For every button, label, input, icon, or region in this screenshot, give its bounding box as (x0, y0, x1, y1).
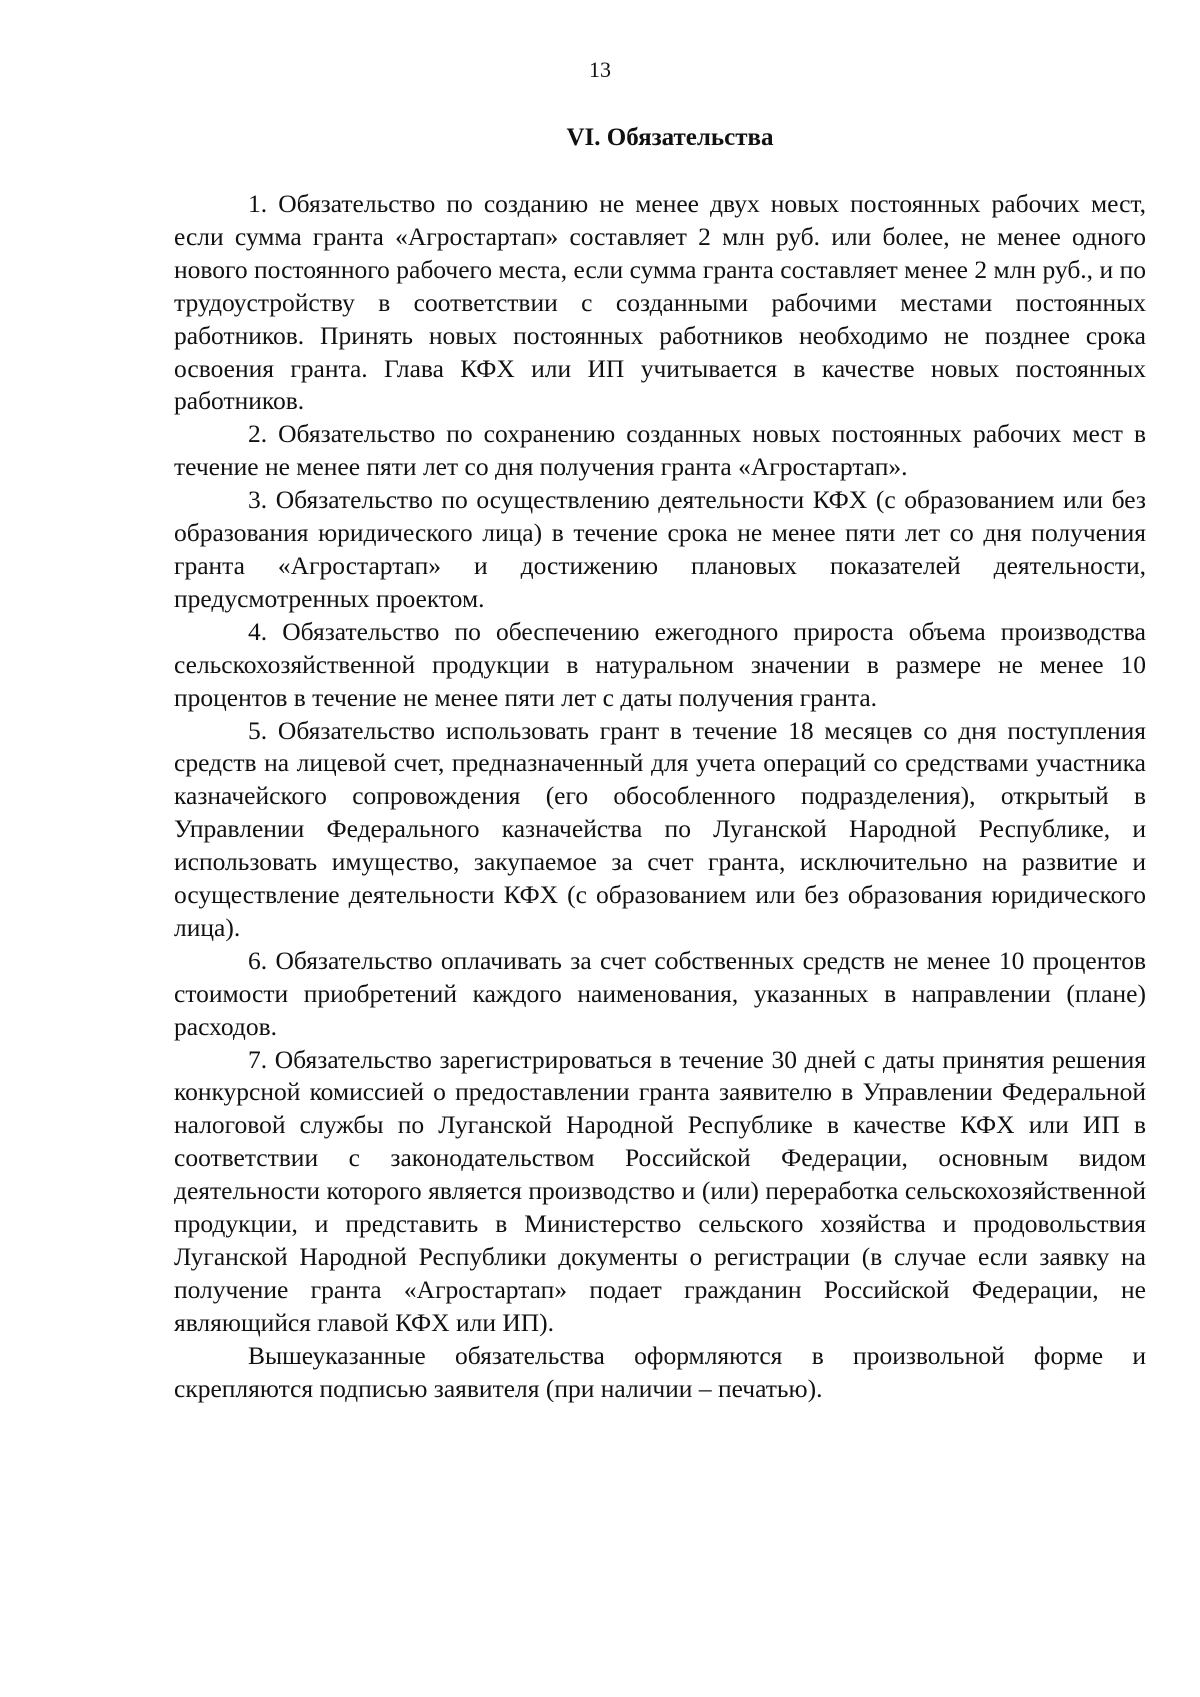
page-number: 13 (589, 57, 611, 82)
paragraph-obligation-5: 5. Обязательство использовать грант в течение 18 месяцев со дня поступления средств на лицевой счет, предназначенный для учета операций со средствами участника казначейского сопровождения (его обособленного подразделения), открытый в Управлении Федерального казначейства по Луганской Народной Республике, и использовать имущество, закупаемое за счет гранта, исключительно на развитие и осуществление деятельности КФХ (с образованием или без образования юридического лица). (174, 715, 1146, 942)
paragraph-obligation-2: 2. Обязательство по сохранению созданных новых постоянных рабочих мест в течение не менее пяти лет со дня получения гранта «Агростартап». (174, 419, 1146, 482)
paragraph-obligation-1: 1. Обязательство по созданию не менее двух новых постоянных рабочих мест, если сумма гранта «Агростартап» составляет 2 млн руб. или более, не менее одного нового постоянного рабочего места, если сумма гранта составляет менее 2 млн руб., и по трудоустройству в соответствии с созданными рабочими местами постоянных работников. Принять новых постоянных работников необходимо не позднее срока освоения гранта. Глава КФХ или ИП учитывается в качестве новых постоянных работников. (174, 189, 1146, 416)
paragraph-obligation-3: 3. Обязательство по осуществлению деятельности КФХ (с образованием или без образования юридического лица) в течение срока не менее пяти лет со дня получения гранта «Агростартап» и достижению плановых показателей деятельности, предусмотренных проектом. (174, 485, 1146, 613)
paragraph-obligation-6: 6. Обязательство оплачивать за счет собственных средств не менее 10 процентов стоимости приобретений каждого наименования, указанных в направлении (плане) расходов. (174, 945, 1146, 1041)
paragraph-obligation-7: 7. Обязательство зарегистрироваться в течение 30 дней с даты принятия решения конкурсной комиссией о предоставлении гранта заявителю в Управлении Федеральной налоговой службы по Луганской Народной Республике в качестве КФХ или ИП в соответствии с законодательством Российской Федерации, основным видом деятельности которого является производство и (или) переработка сельскохозяйственной продукции, и представить в Министерство сельского хозяйства и продовольствия Луганской Народной Республики документы о регистрации (в случае если заявку на получение гранта «Агростартап» подает гражданин Российской Федерации, не являющийся главой КФХ или ИП). (174, 1044, 1146, 1337)
section-body (174, 188, 1146, 1406)
paragraph-closing-note: Вышеуказанные обязательства оформляются в произвольной форме и скрепляются подписью заявителя (при наличии – печатью). (174, 1340, 1146, 1403)
section-title: VI. Обязательства (566, 124, 774, 151)
paragraph-obligation-4: 4. Обязательство по обеспечению ежегодного прироста объема производства сельскохозяйственной продукции в натуральном значении в размере не менее 10 процентов в течение не менее пяти лет с даты получения гранта. (174, 616, 1146, 712)
